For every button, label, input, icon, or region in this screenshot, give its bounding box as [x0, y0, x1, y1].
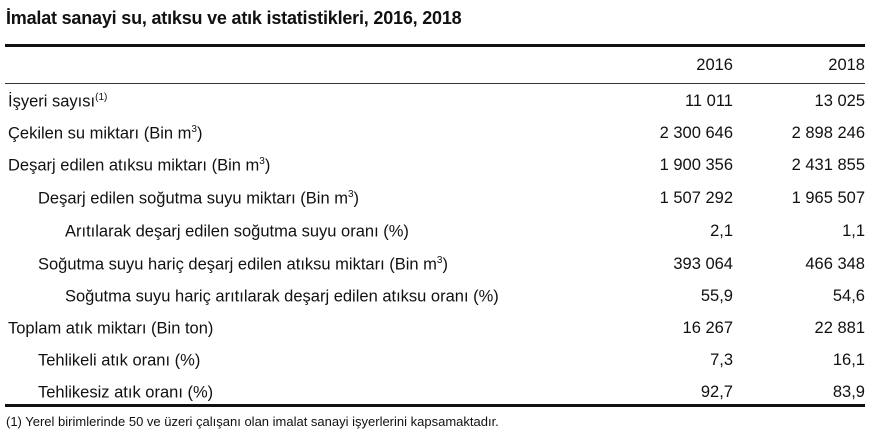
row-label-text: Deşarj edilen atıksu miktarı (Bin m — [8, 156, 260, 175]
value-2016: 393 064 — [673, 255, 733, 273]
value-2016: 16 267 — [682, 319, 733, 337]
header-row — [0, 56, 880, 86]
top-rule — [5, 44, 865, 47]
table-row — [0, 351, 880, 381]
table-row — [0, 92, 880, 122]
row-label — [38, 255, 448, 275]
value-2016: 92,7 — [700, 383, 733, 401]
superscript: (1) — [95, 92, 108, 103]
header-rule — [5, 83, 865, 84]
value-2016: 2,1 — [710, 222, 733, 240]
table-row — [0, 156, 880, 186]
row-label-text: Deşarj edilen soğutma suyu miktarı (Bin m — [38, 189, 348, 208]
row-label-text: Toplam atık miktarı (Bin ton) — [8, 319, 214, 338]
value-2018: 1,1 — [842, 222, 865, 240]
value-2018: 22 881 — [814, 319, 865, 337]
row-label — [8, 92, 107, 112]
row-label — [65, 287, 499, 307]
table-row — [0, 222, 880, 252]
row-label-suffix: ) — [353, 189, 360, 208]
row-label — [65, 222, 409, 242]
value-2018: 466 348 — [805, 255, 865, 273]
table-row — [0, 255, 880, 285]
row-label-suffix: ) — [442, 255, 448, 274]
column-header-2018: 2018 — [828, 56, 865, 74]
value-2016: 55,9 — [700, 287, 733, 305]
table-row — [0, 383, 880, 413]
value-2016: 1 900 356 — [659, 156, 733, 174]
row-label-text: Soğutma suyu hariç arıtılarak deşarj edilen atıksu oranı (%) — [65, 287, 499, 306]
row-label — [8, 156, 270, 176]
superscript: 3 — [191, 124, 197, 135]
footnote: (1) Yerel birimlerinde 50 ve üzeri çalışanı olan imalat sanayi işyerlerini kapsamaktadır. — [6, 414, 499, 429]
row-label-text: Soğutma suyu hariç deşarj edilen atıksu miktarı (Bin m — [38, 255, 437, 274]
value-2018: 54,6 — [832, 287, 865, 305]
value-2018: 83,9 — [832, 383, 865, 401]
table-title: İmalat sanayi su, atıksu ve atık istatistikleri, 2016, 2018 — [6, 8, 462, 28]
value-2016: 11 011 — [684, 92, 733, 110]
value-2018: 1 965 507 — [791, 189, 865, 207]
value-2018: 13 025 — [814, 92, 865, 110]
bottom-rule — [5, 404, 865, 407]
value-2016: 1 507 292 — [659, 189, 733, 207]
row-label — [8, 319, 213, 339]
row-label — [38, 351, 200, 371]
row-label — [8, 124, 202, 144]
value-2018: 16,1 — [832, 351, 865, 369]
value-2018: 2 898 246 — [791, 124, 865, 142]
row-label-text: Çekilen su miktarı (Bin m — [8, 124, 192, 143]
superscript: 3 — [259, 156, 265, 167]
row-label-text: Tehlikeli atık oranı (%) — [38, 351, 201, 370]
table-row — [0, 319, 880, 349]
row-label — [38, 383, 213, 403]
row-label-suffix: ) — [196, 124, 203, 143]
table-row — [0, 189, 880, 219]
value-2016: 7,3 — [710, 351, 733, 369]
row-label-text: İşyeri sayısı — [8, 92, 96, 111]
value-2018: 2 431 855 — [791, 156, 865, 174]
superscript: 3 — [347, 189, 354, 200]
row-label-text: Arıtılarak deşarj edilen soğutma suyu oranı (%) — [65, 222, 409, 241]
table-row — [0, 287, 880, 317]
table-row — [0, 124, 880, 154]
row-label-text: Tehlikesiz atık oranı (%) — [38, 383, 214, 402]
row-label-suffix: ) — [264, 156, 271, 175]
value-2016: 2 300 646 — [659, 124, 733, 142]
column-header-2016: 2016 — [696, 56, 733, 74]
superscript: 3 — [436, 255, 443, 266]
row-label — [38, 189, 359, 209]
